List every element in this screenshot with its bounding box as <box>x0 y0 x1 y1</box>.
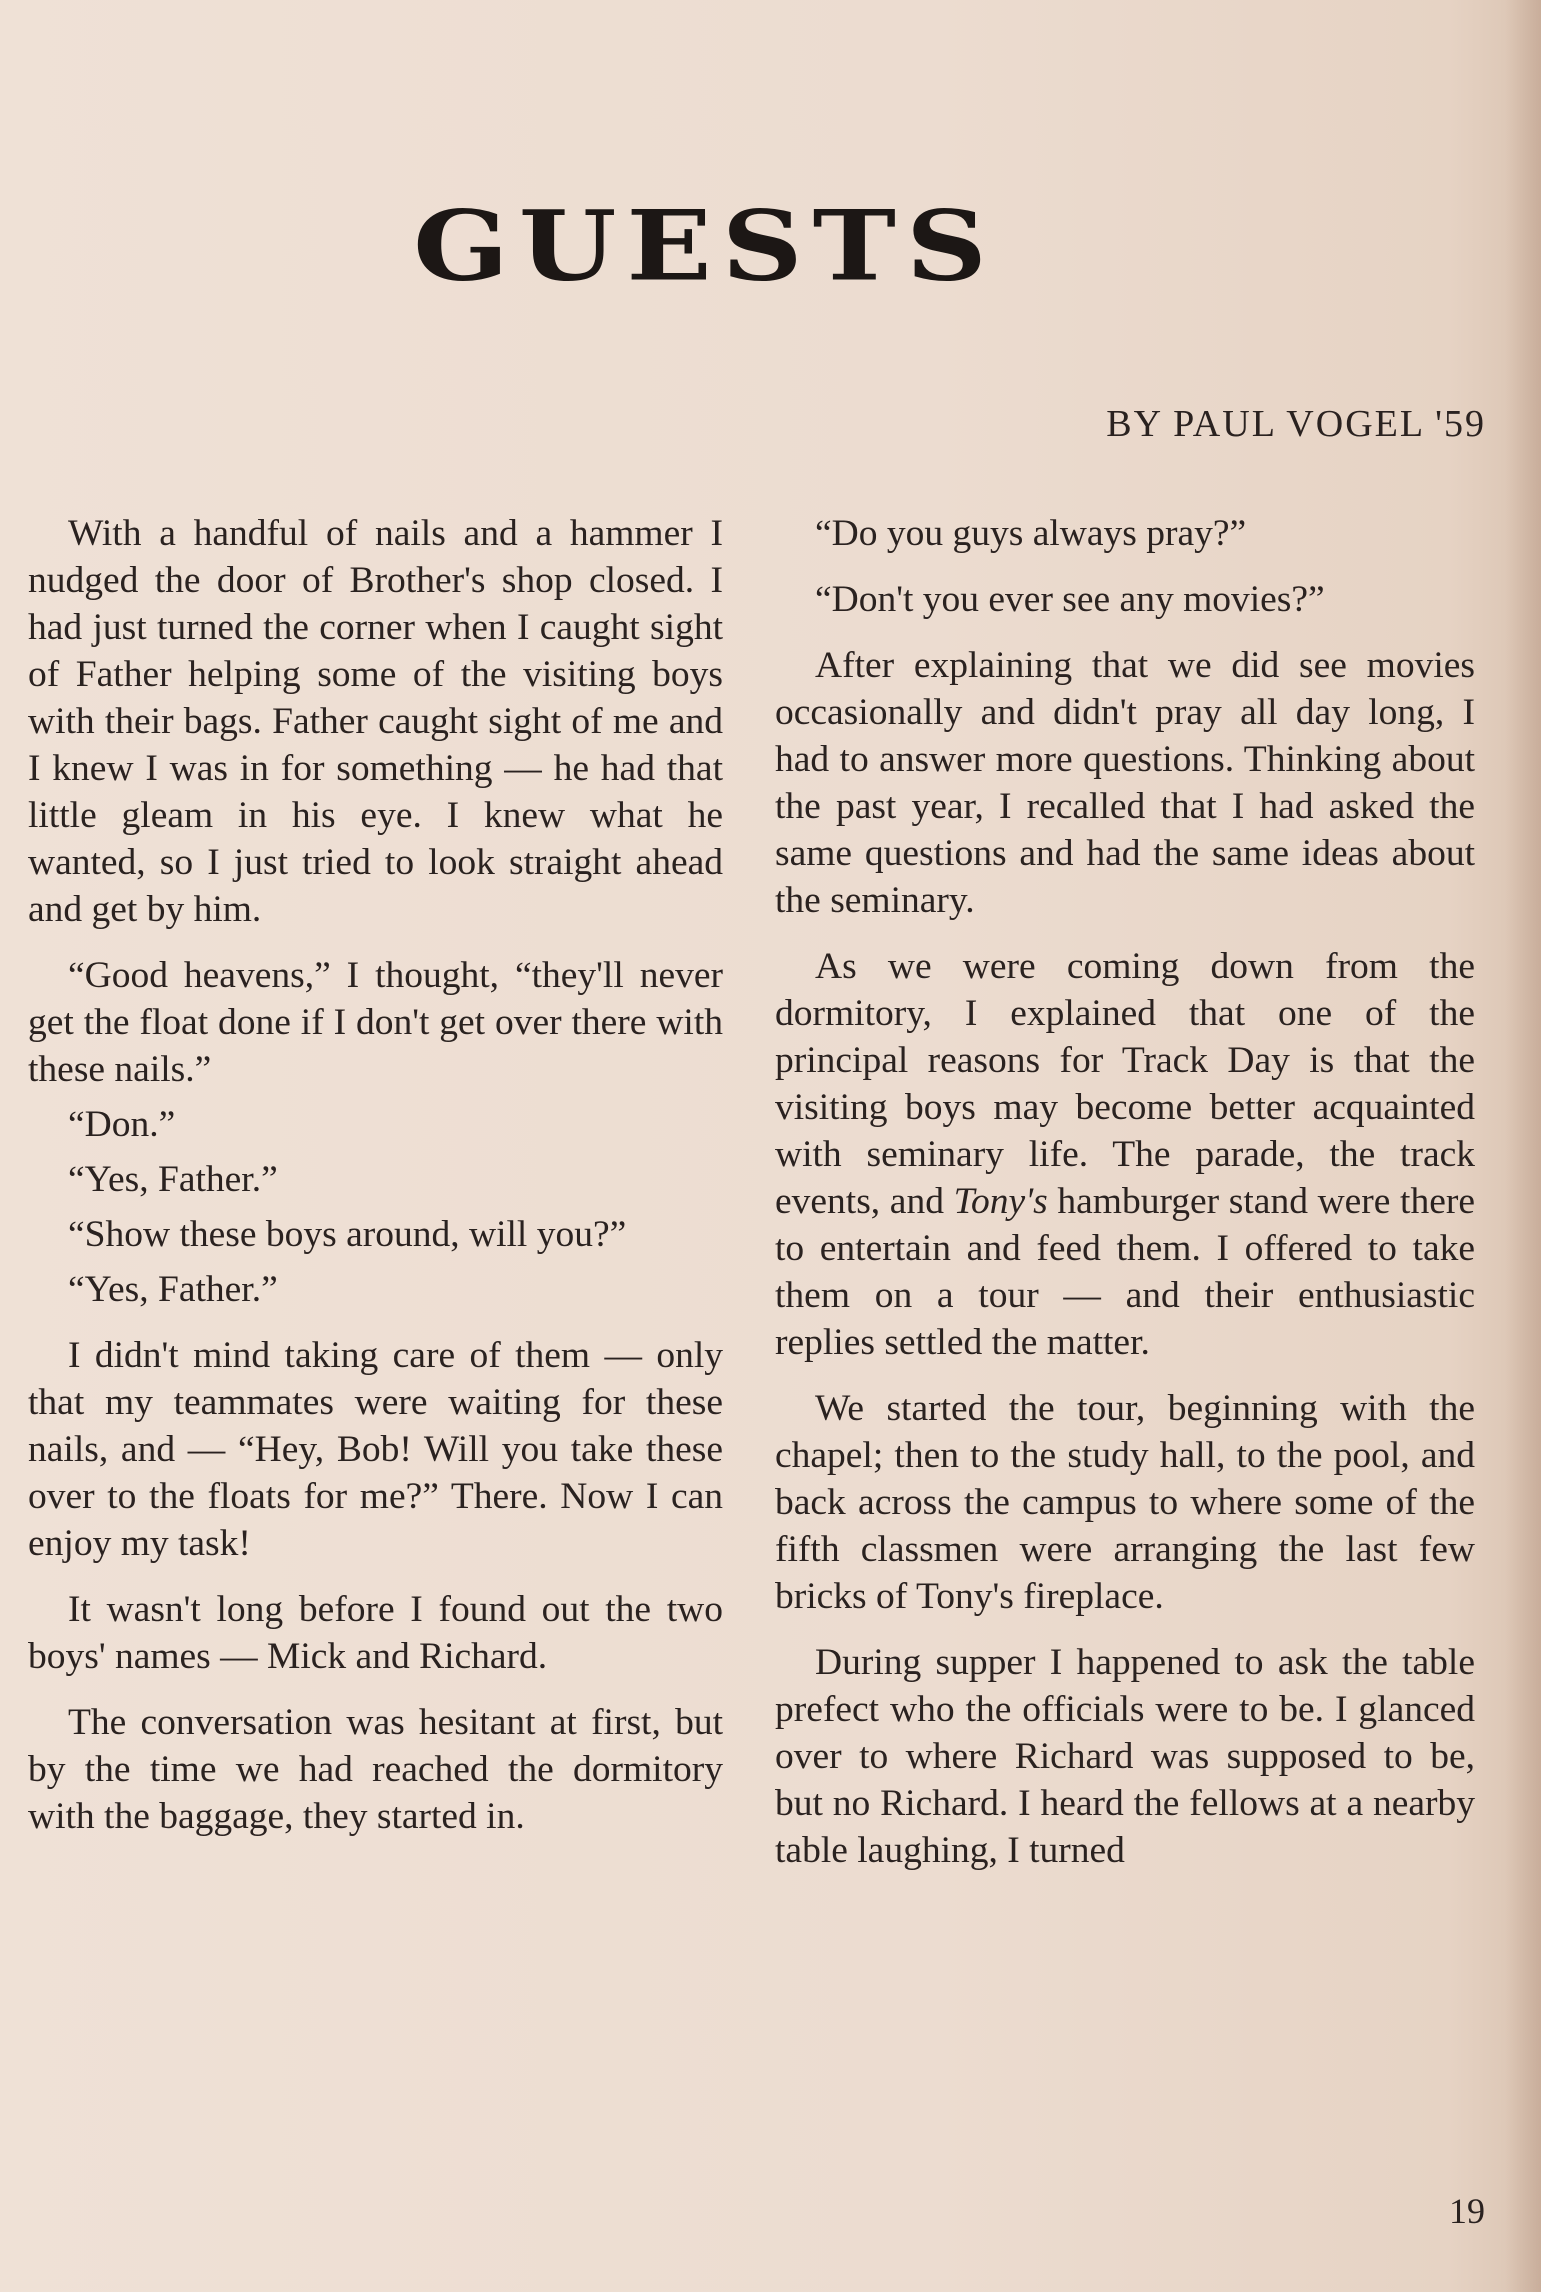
page-number: 19 <box>1449 2191 1485 2231</box>
article-title: GUESTS <box>413 190 997 303</box>
dialogue-line: “Yes, Father.” <box>68 1159 278 1200</box>
paragraph: After explaining that we did see movies occasionally and didn't pray all day long, I had to answer more questions. Thinking about the past year, I recalled that I had asked the same questions and had the same ideas about the seminary. <box>775 645 1475 921</box>
text-run: hamburger stand were there to entertain and feed them. I offered to take them on a tour — and their enthusiastic replies settled the matter. <box>775 1181 1476 1363</box>
dialogue-line: “Don't you ever see any movies?” <box>815 579 1325 620</box>
paragraph: I didn't mind taking care of them — only that my teammates were waiting for these nails, and — “Hey, Bob! Will you take these over to the floats for me?” There. Now I can enjoy my task! <box>28 1335 723 1564</box>
dialogue-line: “Show these boys around, will you?” <box>68 1214 627 1255</box>
paragraph <box>775 943 1475 1366</box>
right-column <box>775 510 1475 1893</box>
dialogue-line: “Do you guys always pray?” <box>815 513 1247 554</box>
paragraph: During supper I happened to ask the table prefect who the officials were to be. I glanced over to where Richard was supposed to be, but no Richard. I heard the fellows at a nearby table laughing, I turned <box>775 1642 1475 1871</box>
paragraph: It wasn't long before I found out the two boys' names — Mick and Richard. <box>28 1589 723 1677</box>
text-run: As we were coming down from the dormitory, I explained that one of the principal reasons for Track Day is that the visiting boys may become better acquainted with seminary life. The parade, the track events, and <box>775 946 1475 1222</box>
paragraph: “Good heavens,” I thought, “they'll never get the float done if I don't get over there with these nails.” <box>28 955 723 1090</box>
italic-text: Tony's <box>953 1181 1048 1222</box>
dialogue-line: “Don.” <box>68 1104 176 1145</box>
paragraph: We started the tour, beginning with the chapel; then to the study hall, to the pool, and back across the campus to where some of the fifth classmen were arranging the last few bricks of Tony's fireplace. <box>775 1388 1475 1617</box>
paragraph: With a handful of nails and a hammer I nudged the door of Brother's shop closed. I had just turned the corner when I caught sight of Father helping some of the visiting boys with their bags. Father caught sight of me and I knew I was in for something — he had that little gleam in his eye. I knew what he wanted, so I just tried to look straight ahead and get by him. <box>28 513 723 930</box>
dialogue-line: “Yes, Father.” <box>68 1269 278 1310</box>
page-edge-shadow <box>1505 0 1541 2292</box>
paragraph: The conversation was hesitant at first, but by the time we had reached the dormitory with the baggage, they started in. <box>28 1702 723 1837</box>
article-byline: BY PAUL VOGEL '59 <box>1106 403 1486 445</box>
left-column <box>28 510 723 1859</box>
